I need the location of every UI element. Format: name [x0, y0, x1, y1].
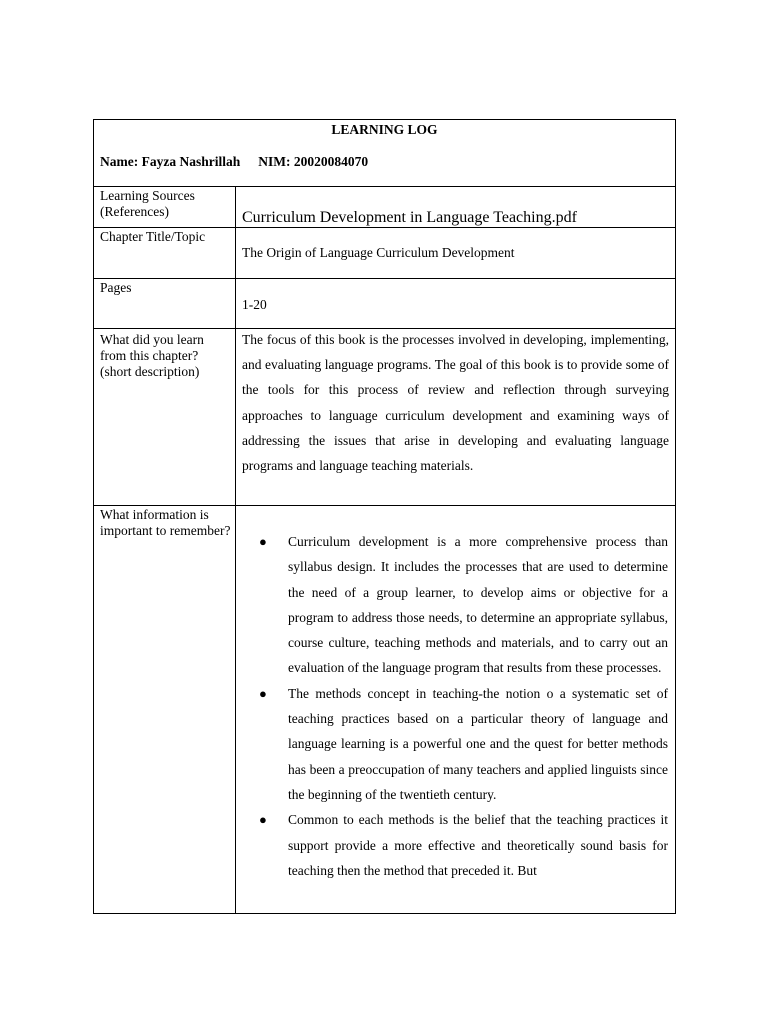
learned-value-cell [236, 329, 676, 506]
chapter-value: The Origin of Language Curriculum Development [242, 245, 515, 260]
header-row [94, 120, 676, 187]
list-item [236, 807, 668, 883]
learned-label: What did you learn from this chapter? (short description) [100, 332, 204, 379]
bullet-icon: ● [259, 685, 267, 701]
pages-label: Pages [100, 280, 132, 295]
learned-label-cell [94, 329, 236, 506]
pages-value-cell [236, 279, 676, 329]
sources-label: Learning Sources (References) [100, 188, 195, 219]
pages-row [94, 279, 676, 329]
list-item [236, 681, 668, 807]
learning-log-table [93, 119, 676, 914]
learned-row [94, 329, 676, 506]
student-info [100, 154, 368, 170]
chapter-label-cell [94, 228, 236, 279]
document-title: LEARNING LOG [331, 122, 438, 137]
chapter-label: Chapter Title/Topic [100, 229, 206, 244]
student-nim: NIM: 20020084070 [258, 154, 369, 169]
sources-label-cell [94, 187, 236, 228]
chapter-value-cell [236, 228, 676, 279]
remember-label: What information is important to remember? [100, 507, 231, 538]
list-item [236, 529, 668, 681]
pages-label-cell [94, 279, 236, 329]
learned-description: The focus of this book is the processes involved in developing, implementing, and evaluating language programs. The goal of this book is to provide some of the tools for this process of review and reflection through surveying approaches to language curriculum development and examining ways of addressing the issues that arise in developing and evaluating language programs and language teaching materials. [242, 332, 669, 474]
bullet-text: The methods concept in teaching-the notion o a systematic set of teaching practices based on a particular theory of language and language learning is a powerful one and the quest for better methods has been a preoccupation of many teachers and applied linguists since the beginning of the twentieth century. [288, 685, 668, 802]
remember-label-cell [94, 506, 236, 914]
sources-value-cell [236, 187, 676, 228]
sources-value: Curriculum Development in Language Teaching.pdf [242, 209, 577, 226]
pages-value: 1-20 [242, 297, 267, 312]
remember-row [94, 506, 676, 914]
sources-row [94, 187, 676, 228]
bullet-text: Curriculum development is a more comprehensive process than syllabus design. It includes the processes that are used to determine the need of a group learner, to develop aims or objective for a program to address those needs, to determine an appropriate syllabus, course culture, teaching methods and materials, and to carry out an evaluation of the language program that results from these processes. [288, 534, 668, 676]
bullet-icon: ● [259, 812, 267, 828]
remember-bullet-list [236, 506, 675, 883]
bullet-icon: ● [259, 534, 267, 549]
student-name: Name: Fayza Nashrillah [100, 154, 241, 169]
chapter-row [94, 228, 676, 279]
header-cell [94, 120, 676, 187]
bullet-text: Common to each methods is the belief that the teaching practices it support provide a more effective and theoretically sound basis for teaching then the method that preceded it. But [288, 812, 668, 878]
remember-value-cell [236, 506, 676, 914]
